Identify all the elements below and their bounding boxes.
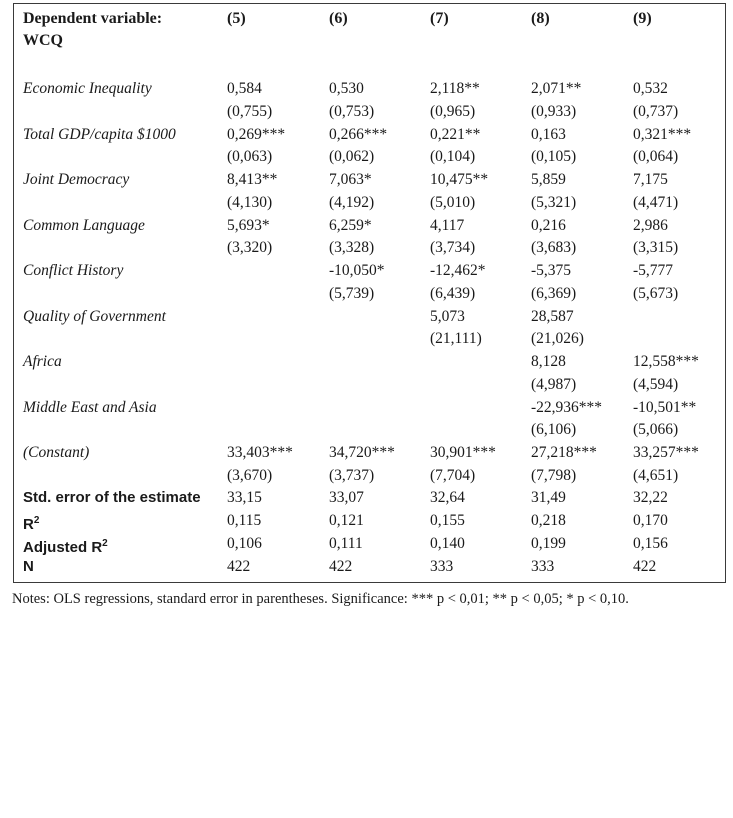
standard-error-cell: (3,320) bbox=[227, 239, 273, 257]
stat-value-cell: 0,121 bbox=[329, 512, 364, 529]
stat-value-cell: 33,07 bbox=[329, 489, 364, 506]
coefficient-cell: -5,375 bbox=[531, 262, 572, 279]
standard-error-cell: (0,753) bbox=[329, 102, 375, 120]
coefficient-cell: -12,462* bbox=[430, 262, 486, 279]
stat-value-cell: 0,140 bbox=[430, 535, 465, 552]
standard-error-cell: (6,369) bbox=[531, 284, 577, 302]
stat-label-text: N bbox=[23, 558, 34, 575]
stat-label-text: Std. error of the estimate bbox=[23, 489, 201, 506]
stat-value-cell: 32,64 bbox=[430, 489, 465, 506]
stat-value-cell: 0,199 bbox=[531, 535, 566, 552]
coefficient-cell: 0,221** bbox=[430, 125, 481, 143]
stat-value-cell: 0,115 bbox=[227, 512, 262, 529]
standard-error-cell: (3,734) bbox=[430, 239, 476, 257]
standard-error-cell: (4,130) bbox=[227, 193, 273, 211]
table-notes: Notes: OLS regressions, standard error in parentheses. Significance: *** p < 0,01; ** p < 0,05; * p < 0,10. bbox=[12, 591, 629, 607]
stat-value-cell: 0,111 bbox=[329, 535, 363, 552]
coefficient-cell: 0,532 bbox=[633, 80, 668, 97]
coefficient-cell: 8,413** bbox=[227, 171, 278, 188]
standard-error-cell: (0,737) bbox=[633, 102, 679, 120]
standard-error-cell: (21,026) bbox=[531, 330, 584, 348]
dependent-variable-name: WCQ bbox=[23, 32, 63, 49]
coefficient-cell: 0,321*** bbox=[633, 125, 692, 143]
row-label: Middle East and Asia bbox=[23, 398, 157, 416]
row-label: Joint Democracy bbox=[23, 171, 130, 188]
coefficient-cell: 0,530 bbox=[329, 80, 364, 97]
standard-error-cell: (5,010) bbox=[430, 193, 476, 211]
standard-error-cell: (0,755) bbox=[227, 102, 273, 120]
standard-error-cell: (7,798) bbox=[531, 466, 577, 484]
dependent-variable-label: Dependent variable: bbox=[23, 10, 163, 27]
standard-error-cell: (21,111) bbox=[430, 330, 482, 348]
superscript: 2 bbox=[33, 515, 40, 526]
coefficient-cell: -22,936*** bbox=[531, 398, 603, 416]
coefficient-cell: 7,063* bbox=[329, 171, 372, 188]
standard-error-cell: (5,066) bbox=[633, 421, 679, 439]
stat-value-cell: 32,22 bbox=[633, 489, 668, 506]
coefficient-cell: 5,859 bbox=[531, 171, 566, 188]
coefficient-cell: 2,118** bbox=[430, 80, 480, 97]
stat-value-cell: 422 bbox=[633, 558, 657, 575]
stat-label bbox=[23, 533, 108, 560]
coefficient-cell: 2,071** bbox=[531, 80, 582, 97]
coefficient-cell: 33,257*** bbox=[633, 444, 699, 461]
stat-value-cell: 422 bbox=[227, 558, 251, 575]
coefficient-cell: 12,558*** bbox=[633, 353, 699, 370]
coefficient-cell: 8,128 bbox=[531, 353, 566, 370]
standard-error-cell: (0,965) bbox=[430, 102, 476, 120]
standard-error-cell: (3,670) bbox=[227, 466, 273, 484]
standard-error-cell: (4,651) bbox=[633, 466, 679, 484]
standard-error-cell: (6,439) bbox=[430, 284, 476, 302]
stat-value-cell: 0,170 bbox=[633, 512, 668, 529]
row-label: Economic Inequality bbox=[23, 80, 152, 97]
standard-error-cell: (0,064) bbox=[633, 148, 679, 166]
stat-value-cell: 333 bbox=[531, 558, 555, 575]
column-header: (5) bbox=[227, 10, 246, 27]
coefficient-cell: 34,720*** bbox=[329, 444, 395, 461]
row-label: Conflict History bbox=[23, 262, 124, 279]
coefficient-cell: 30,901*** bbox=[430, 444, 496, 461]
column-header: (7) bbox=[430, 10, 449, 27]
coefficient-cell: 5,073 bbox=[430, 307, 465, 325]
coefficient-cell: 10,475** bbox=[430, 171, 489, 188]
coefficient-cell: 0,584 bbox=[227, 80, 262, 97]
standard-error-cell: (4,987) bbox=[531, 375, 577, 393]
standard-error-cell: (5,321) bbox=[531, 193, 577, 211]
coefficient-cell: 0,216 bbox=[531, 216, 566, 234]
row-label: Total GDP/capita $1000 bbox=[23, 125, 176, 143]
stat-value-cell: 0,155 bbox=[430, 512, 465, 529]
stat-value-cell: 0,156 bbox=[633, 535, 668, 552]
column-header: (6) bbox=[329, 10, 348, 27]
standard-error-cell: (5,673) bbox=[633, 284, 679, 302]
standard-error-cell: (3,737) bbox=[329, 466, 375, 484]
standard-error-cell: (6,106) bbox=[531, 421, 577, 439]
standard-error-cell: (3,315) bbox=[633, 239, 679, 257]
standard-error-cell: (3,683) bbox=[531, 239, 577, 257]
standard-error-cell: (0,105) bbox=[531, 148, 577, 166]
superscript: 2 bbox=[102, 538, 108, 549]
coefficient-cell: 5,693* bbox=[227, 216, 270, 234]
row-label: Africa bbox=[23, 353, 62, 370]
row-label: (Constant) bbox=[23, 444, 90, 461]
stat-value-cell: 422 bbox=[329, 558, 353, 575]
standard-error-cell: (7,704) bbox=[430, 466, 476, 484]
standard-error-cell: (5,739) bbox=[329, 284, 375, 302]
stat-value-cell: 33,15 bbox=[227, 489, 262, 506]
coefficient-cell: 7,175 bbox=[633, 171, 668, 188]
stat-value-cell: 31,49 bbox=[531, 489, 566, 506]
standard-error-cell: (0,933) bbox=[531, 102, 577, 120]
standard-error-cell: (0,063) bbox=[227, 148, 273, 166]
coefficient-cell: -10,501** bbox=[633, 398, 697, 416]
coefficient-cell: -5,777 bbox=[633, 262, 674, 279]
stat-value-cell: 333 bbox=[430, 558, 454, 575]
column-header: (9) bbox=[633, 10, 652, 27]
standard-error-cell: (0,062) bbox=[329, 148, 375, 166]
stat-label-text: Adjusted R bbox=[23, 539, 103, 556]
row-label: Common Language bbox=[23, 216, 145, 234]
column-header: (8) bbox=[531, 10, 550, 27]
stat-value-cell: 0,106 bbox=[227, 535, 262, 552]
standard-error-cell: (4,192) bbox=[329, 193, 375, 211]
coefficient-cell: 0,266*** bbox=[329, 125, 388, 143]
coefficient-cell: 6,259* bbox=[329, 216, 372, 234]
coefficient-cell: 0,269*** bbox=[227, 125, 286, 143]
coefficient-cell: 0,163 bbox=[531, 125, 566, 143]
stat-label bbox=[23, 487, 201, 510]
coefficient-cell: 4,117 bbox=[430, 216, 465, 234]
row-label: Quality of Government bbox=[23, 307, 166, 325]
coefficient-cell: 28,587 bbox=[531, 307, 574, 325]
coefficient-cell: 33,403*** bbox=[227, 444, 293, 461]
coefficient-cell: 2,986 bbox=[633, 216, 668, 234]
stat-label bbox=[23, 556, 34, 579]
standard-error-cell: (4,594) bbox=[633, 375, 679, 393]
standard-error-cell: (3,328) bbox=[329, 239, 375, 257]
coefficient-cell: 27,218*** bbox=[531, 444, 597, 461]
coefficient-cell: -10,050* bbox=[329, 262, 385, 279]
standard-error-cell: (4,471) bbox=[633, 193, 679, 211]
stat-value-cell: 0,218 bbox=[531, 512, 566, 529]
stat-label-text: R bbox=[23, 516, 34, 533]
standard-error-cell: (0,104) bbox=[430, 148, 476, 166]
